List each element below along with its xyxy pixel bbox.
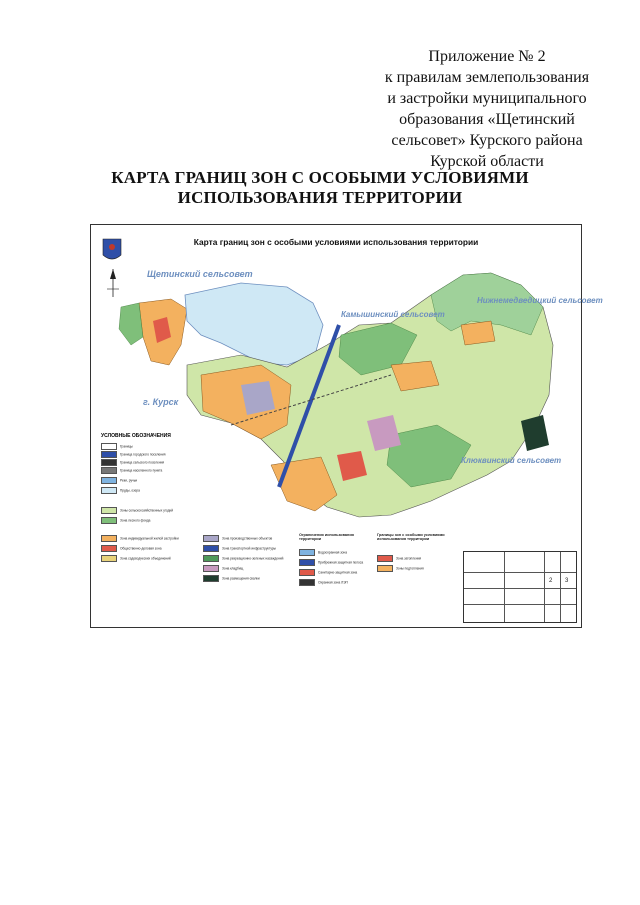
legend-item: Пруды, озера xyxy=(101,487,140,494)
legend-item: Зона затопления xyxy=(377,555,421,562)
legend-item: Зона размещения свалки xyxy=(203,575,260,582)
legend-swatch xyxy=(101,451,117,458)
legend-item: Зона лесного фонда xyxy=(101,517,150,524)
legend-item: Водоохранная зона xyxy=(299,549,347,556)
legend-item: Санитарно-защитная зона xyxy=(299,569,357,576)
legend-swatch xyxy=(203,555,219,562)
stamp-sheet-number: 2 xyxy=(549,578,553,584)
zone-industrial-center xyxy=(241,381,275,415)
reservoir xyxy=(185,283,323,365)
legend-item: Зона рекреационно-зеленых насаждений xyxy=(203,555,283,562)
legend-swatch xyxy=(101,545,117,552)
legend-swatch xyxy=(101,507,117,514)
neighbor-label: Нижнемедведицкий сельсовет xyxy=(477,296,603,305)
map-sheet xyxy=(90,224,603,628)
legend-swatch xyxy=(203,535,219,542)
appendix-line: Курской области xyxy=(430,153,544,170)
neighbor-label: г. Курск xyxy=(143,397,179,407)
legend-swatch xyxy=(101,535,117,542)
legend-item: Граница сельского поселения xyxy=(101,459,164,466)
legend-item: Граница населенного пункта xyxy=(101,467,162,474)
neighbor-label: Камышинский сельсовет xyxy=(341,310,445,319)
legend-swatch xyxy=(101,443,117,450)
legend-swatch xyxy=(299,559,315,566)
legend-item: Прибрежная защитная полоса xyxy=(299,559,363,566)
legend-item: Общественно-деловая зона xyxy=(101,545,161,552)
stamp-total-sheets: 3 xyxy=(565,578,569,584)
legend-item: Охранная зона ЛЭП xyxy=(299,579,348,586)
legend-item: Зоны сельскохозяйственных угодий xyxy=(101,507,173,514)
legend-item: Зона индивидуальной жилой застройки xyxy=(101,535,179,542)
legend-swatch xyxy=(377,555,393,562)
legend-item: Зона кладбищ xyxy=(203,565,243,572)
legend-swatch xyxy=(101,555,117,562)
zone-dark-east xyxy=(521,415,549,451)
title-line: КАРТА ГРАНИЦ ЗОН С ОСОБЫМИ УСЛОВИЯМИ xyxy=(111,168,529,187)
legend-swatch xyxy=(101,467,117,474)
legend-swatch xyxy=(101,459,117,466)
legend-swatch xyxy=(299,569,315,576)
legend-swatch xyxy=(377,565,393,572)
appendix-line: образования «Щетинский xyxy=(399,111,575,128)
legend-swatch xyxy=(299,579,315,586)
legend-item: Реки, ручьи xyxy=(101,477,137,484)
legend-swatch xyxy=(203,545,219,552)
legend-swatch xyxy=(299,549,315,556)
compass-icon xyxy=(107,269,119,297)
legend-swatch xyxy=(101,477,117,484)
legend-title: УСЛОВНЫЕ ОБОЗНАЧЕНИЯ xyxy=(101,433,171,439)
title-block-stamp xyxy=(463,551,577,623)
legend-item: Зона производственных объектов xyxy=(203,535,272,542)
map-title: Карта границ зон с особыми условиями использования территории xyxy=(193,237,479,247)
zone-forest-west xyxy=(119,303,143,345)
legend-swatch xyxy=(203,575,219,582)
legend-item: Границы xyxy=(101,443,133,450)
legend-item: Граница городского поселения xyxy=(101,451,166,458)
neighbor-label: Клюквинский сельсовет xyxy=(461,456,562,465)
appendix-line: сельсовет» Курского района xyxy=(391,132,583,149)
legend-swatch xyxy=(101,487,117,494)
legend-section-header: Границы зон с особыми условиями использования территории xyxy=(377,533,445,541)
document-title xyxy=(60,168,580,208)
legend-item: Зона транспортной инфраструктуры xyxy=(203,545,276,552)
zone-residential-ne xyxy=(461,321,495,345)
title-line: ИСПОЛЬЗОВАНИЯ ТЕРРИТОРИИ xyxy=(177,188,463,207)
legend-item: Зона садоводческих объединений xyxy=(101,555,171,562)
appendix-line: Приложение № 2 xyxy=(428,48,546,65)
legend-item: Зоны подтопления xyxy=(377,565,424,572)
legend-swatch xyxy=(101,517,117,524)
neighbor-label: Щетинский сельсовет xyxy=(147,269,253,279)
legend-swatch xyxy=(203,565,219,572)
legend-section-header: Ограничения использования территории xyxy=(299,533,354,541)
appendix-line: к правилам землепользования xyxy=(384,69,590,86)
appendix-block xyxy=(372,46,602,172)
appendix-line: и застройки муниципального xyxy=(387,90,587,107)
